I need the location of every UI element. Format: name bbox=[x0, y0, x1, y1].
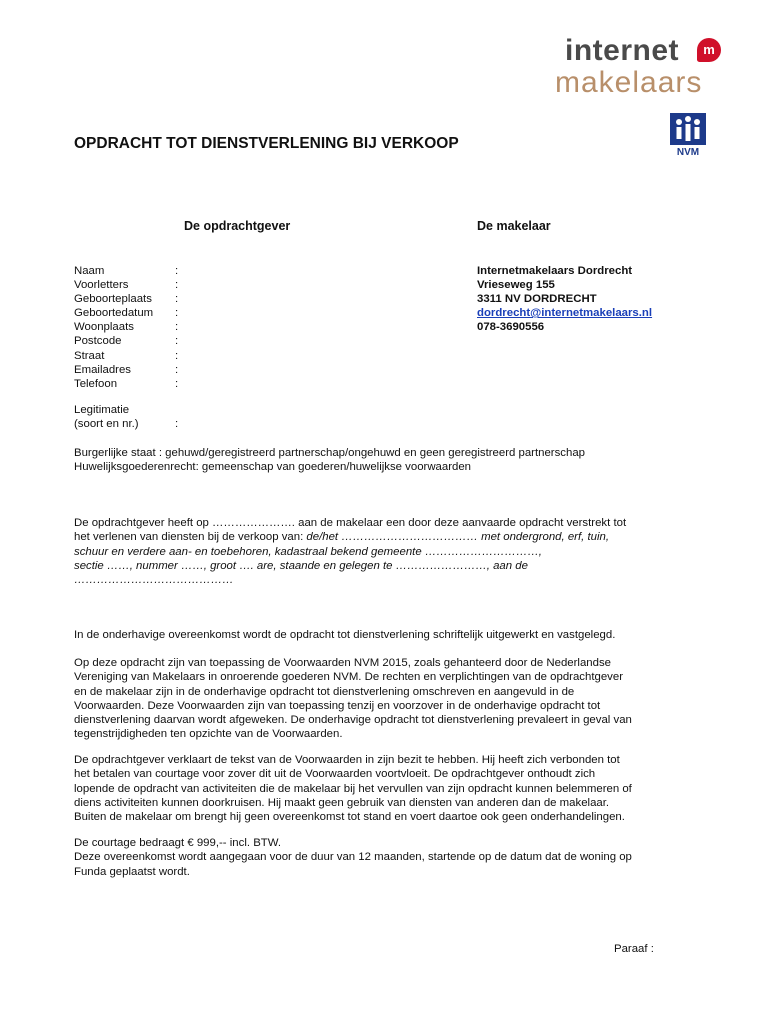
field-postcode[interactable]: Postcode : bbox=[74, 335, 179, 348]
agent-street: Vrieseweg 155 bbox=[477, 279, 555, 292]
logo-wordmark-makelaars: makelaars bbox=[555, 66, 703, 99]
agent-email-link[interactable]: dordrecht@internetmakelaars.nl bbox=[477, 307, 653, 320]
field-emailadres[interactable]: Emailadres : bbox=[74, 363, 179, 376]
field-geboorteplaats[interactable]: Geboorteplaats : bbox=[74, 293, 179, 306]
client-heading: De opdrachtgever bbox=[184, 219, 291, 233]
assignment-paragraph bbox=[74, 516, 714, 587]
civil-status bbox=[74, 446, 714, 475]
assignment-line-4: sectie ……, nummer ……, groot …. are, staande en gelegen te ……………………, aan de bbox=[74, 559, 528, 572]
agent-heading: De makelaar bbox=[477, 219, 551, 233]
paragraph-nvm-conditions: Op deze opdracht zijn van toepassing de Voorwaarden NVM 2015, zoals gehanteerd door de Nederlandse Vereniging van Makelaars in onroerende goederen NVM. De rechten en verplichtingen van de opdrachtgever en de makelaar zijn in de onderhavige opdracht tot dienstverlening omschreven en aangevuld in de Voorwaarden. Deze Voorwaarden zijn van toepassing tenzij en voorzover in de onderhavige opdracht tot dienstverlening daarvan wordt afgeweken. De onderhavige opdracht tot dienstverlening prevaleert in geval van tegenstrijdigheden ten opzichte van de Voorwaarden. bbox=[74, 657, 632, 741]
civil-status-line[interactable]: Burgerlijke staat : gehuwd/geregistreerd partnerschap/ongehuwd en geen geregistreerd partnerschap bbox=[74, 447, 585, 459]
field-naam[interactable]: Naam : bbox=[74, 265, 179, 277]
assignment-line-5: …………………………………… bbox=[74, 574, 234, 587]
assignment-line-2: het verlenen van diensten bij de verkoop van: de/het ……………………………… met ondergrond, erf, tuin, bbox=[74, 531, 609, 544]
field-telefoon[interactable]: Telefoon : bbox=[74, 377, 179, 390]
paragraph-client-declaration: De opdrachtgever verklaart de tekst van de Voorwaarden in zijn bezit te hebben. Hij heeft zich verbonden tot het betalen van courtage voor zover dit uit de Voorwaarden voortvloeit. De opdrachtgever onthoudt zich lopende de opdracht van activiteiten die de makelaar bij het vervullen van zijn opdracht kunnen belemmeren of diens activiteiten kunnen doorkruisen. Hij maakt geen gebruik van diensten van anderen dan de makelaar. Buiten de makelaar om brengt hij geen overeenkomst tot stand en voert daartoe ook geen onderhandelingen. bbox=[74, 754, 632, 824]
paraaf-initials-field[interactable]: Paraaf : bbox=[614, 943, 654, 955]
agent-phone: 078-3690556 bbox=[477, 321, 545, 334]
assignment-line-3: schuur en verdere aan- en toebehoren, kadastraal bekend gemeente …………………………, bbox=[74, 545, 542, 558]
page-title: OPDRACHT TOT DIENSTVERLENING BIJ VERKOOP bbox=[74, 135, 459, 152]
field-woonplaats[interactable]: Woonplaats : bbox=[74, 321, 179, 334]
client-fields bbox=[74, 264, 178, 391]
field-legitimatie[interactable]: Legitimatie (soort en nr.) : bbox=[74, 404, 179, 431]
field-voorletters[interactable]: Voorletters : bbox=[74, 279, 179, 292]
paragraph-written-agreement: In de onderhavige overeenkomst wordt de opdracht tot dienstverlening schriftelijk uitgewerkt en vastgelegd. bbox=[74, 629, 616, 641]
logo-badge-icon: m bbox=[697, 38, 721, 62]
legitimatie-sublabel: (soort en nr.) bbox=[74, 418, 139, 431]
paragraph-courtage: De courtage bedraagt € 999,-- incl. BTW. Deze overeenkomst wordt aangegaan voor de duur van 12 maanden, startende op de datum dat de woning op Funda geplaatst wordt. bbox=[74, 837, 632, 878]
field-straat[interactable]: Straat : bbox=[74, 349, 179, 362]
agent-city: 3311 NV DORDRECHT bbox=[477, 293, 597, 306]
legitimatie-label: Legitimatie bbox=[74, 404, 130, 416]
marital-property-line[interactable]: Huwelijksgoederenrecht: gemeenschap van goederen/huwelijkse voorwaarden bbox=[74, 461, 472, 474]
field-geboortedatum[interactable]: Geboortedatum : bbox=[74, 307, 179, 320]
agent-details bbox=[477, 264, 652, 334]
nvm-label: NVM bbox=[676, 147, 700, 157]
assignment-line-1: De opdrachtgever heeft op …………………. aan de makelaar een door deze aanvaarde opdracht verstrekt tot bbox=[74, 517, 627, 529]
agent-name: Internetmakelaars Dordrecht bbox=[477, 265, 633, 277]
logo-wordmark-internet: internet bbox=[565, 34, 680, 67]
nvm-logo-icon bbox=[670, 113, 706, 157]
